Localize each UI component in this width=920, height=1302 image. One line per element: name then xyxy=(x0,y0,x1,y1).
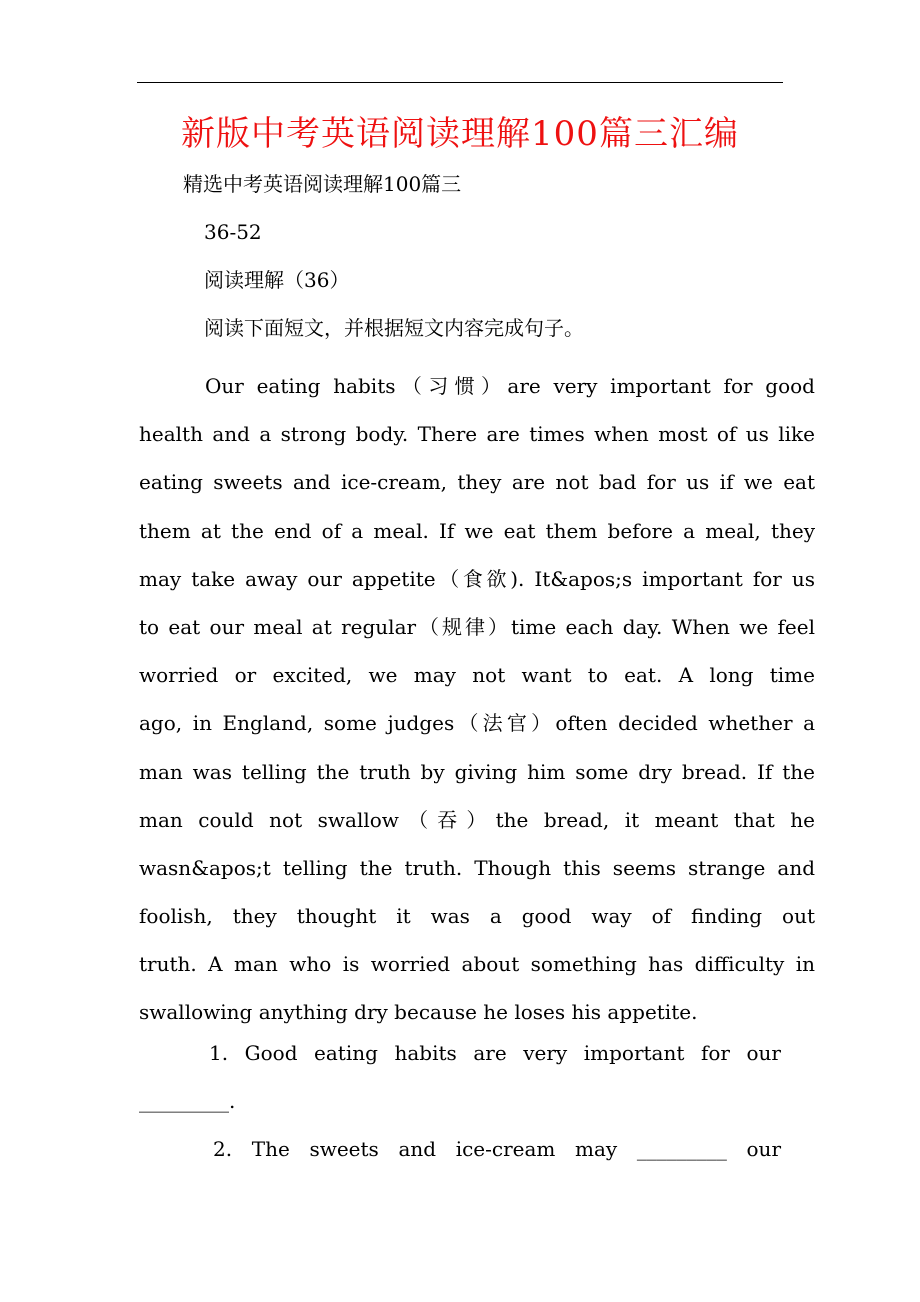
passage-line: may take away our appetite（食欲). It&apos;s important for us xyxy=(139,566,815,591)
reading-passage xyxy=(139,362,815,1037)
passage-line: wasn&apos;t telling the truth. Though this seems strange and xyxy=(139,855,815,880)
passage-line: Our eating habits（习惯）are very important for good xyxy=(205,374,815,398)
question-2: 2. The sweets and ice-cream may _________ our xyxy=(213,1137,781,1161)
page-title: 新版中考英语阅读理解100篇三汇编 xyxy=(181,114,739,154)
passage-line: health and a strong body. There are times when most of us like xyxy=(139,422,815,447)
passage-range: 36-52 xyxy=(204,220,262,244)
passage-line: man was telling the truth by giving him some dry bread. If the xyxy=(139,759,815,784)
passage-line: eating sweets and ice-cream, they are not bad for us if we eat xyxy=(139,470,815,495)
passage-line: worried or excited, we may not want to eat. A long time xyxy=(139,663,815,688)
passage-line: them at the end of a meal. If we eat them before a meal, they xyxy=(139,518,815,543)
passage-line: man could not swallow（吞）the bread, it meant that he xyxy=(139,807,815,832)
passage-line: ago, in England, some judges（法官）often decided whether a xyxy=(139,711,815,736)
passage-line: swallowing anything dry because he loses his appetite. xyxy=(139,1000,698,1025)
section-heading: 阅读理解（36） xyxy=(204,268,350,292)
instruction-text: 阅读下面短文，并根据短文内容完成句子。 xyxy=(204,316,584,340)
question-1: 1. Good eating habits are very important for our xyxy=(209,1041,781,1065)
question-1-blank: _________. xyxy=(139,1089,236,1113)
passage-line: truth. A man who is worried about something has difficulty in xyxy=(139,952,815,977)
passage-line: to eat our meal at regular（规律）time each day. When we feel xyxy=(139,614,815,639)
subtitle: 精选中考英语阅读理解100篇三 xyxy=(183,172,462,196)
passage-line: foolish, they thought it was a good way of finding out xyxy=(139,904,815,929)
header-rule xyxy=(137,82,783,83)
